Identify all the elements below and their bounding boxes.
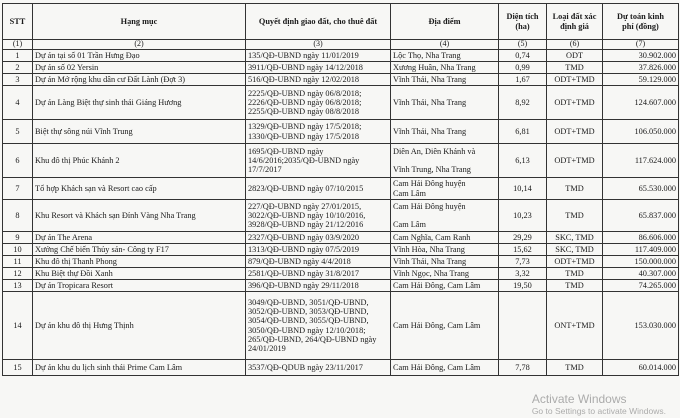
stt-cell: 3 <box>3 74 33 86</box>
location-cell <box>391 200 499 232</box>
item-cell: Dự án số 02 Yersin <box>33 62 246 74</box>
area-cell: 7,73 <box>499 256 547 268</box>
area-cell: 1,67 <box>499 74 547 86</box>
land-type-cell: SKC, TMD <box>547 244 603 256</box>
decision-cell <box>246 360 391 376</box>
decision-cell-line: 1330/QĐ-UBND ngày 17/5/2018 <box>248 131 360 141</box>
location-cell-line: Diên An, Diên Khánh và <box>393 146 476 156</box>
decision-cell-line: 3537/QĐ-QDUB ngày 23/11/2017 <box>248 362 363 372</box>
land-type-cell: TMD <box>547 178 603 200</box>
header-cost <box>603 4 679 40</box>
area-cell: 0,99 <box>499 62 547 74</box>
stt-cell: 13 <box>3 280 33 292</box>
location-cell-line <box>393 156 496 165</box>
header-cost-line1: Dự toán kinh <box>617 12 664 22</box>
table-row <box>3 232 679 244</box>
table-row <box>3 200 679 232</box>
decision-cell <box>246 50 391 62</box>
colnum-4: (4) <box>391 40 499 50</box>
location-cell-line: Cam Lâm <box>393 220 426 230</box>
decision-cell-line: 2226/QĐ-UBND ngày 06/8/2018; <box>248 97 362 107</box>
location-cell-line <box>393 211 496 220</box>
location-cell <box>391 50 499 62</box>
cost-cell: 124.607.000 <box>603 86 679 120</box>
area-cell: 0,74 <box>499 50 547 62</box>
cost-cell: 106.050.000 <box>603 120 679 144</box>
location-cell <box>391 244 499 256</box>
header-area-line2: (ha) <box>515 21 530 31</box>
stt-cell: 11 <box>3 256 33 268</box>
item-cell: Dự án khu du lịch sinh thái Prime Cam Lâm <box>33 360 246 376</box>
location-cell-line: Vĩnh Thái, Nha Trang <box>393 74 467 84</box>
stt-cell: 5 <box>3 120 33 144</box>
decision-cell-line: 1329/QĐ-UBND ngày 17/5/2018; <box>248 122 362 132</box>
decision-cell-line: 3049/QĐ-UBND, 3051/QĐ-UBND, <box>248 297 369 307</box>
decision-cell-line: 227/QĐ-UBND ngày 27/01/2015, <box>248 201 362 211</box>
stt-cell: 2 <box>3 62 33 74</box>
cost-cell: 60.014.000 <box>603 360 679 376</box>
watermark-subtitle: Go to Settings to activate Windows. <box>531 406 666 416</box>
land-type-cell: TMD <box>547 360 603 376</box>
decision-cell <box>246 268 391 280</box>
stt-cell: 12 <box>3 268 33 280</box>
location-cell-line: Vĩnh Ngọc, Nha Trang <box>393 268 470 278</box>
item-cell: Dự án tại số 01 Trần Hưng Đạo <box>33 50 246 62</box>
decision-cell <box>246 144 391 178</box>
location-cell-line: Cam Lâm <box>393 188 426 198</box>
location-cell-line: Lộc Thọ, Nha Trang <box>393 50 461 60</box>
area-cell: 10,14 <box>499 178 547 200</box>
decision-cell-line: 2823/QĐ-UBND ngày 07/10/2015 <box>248 183 364 193</box>
header-item: Hạng mục <box>33 4 246 40</box>
cost-cell: 59.129.000 <box>603 74 679 86</box>
cost-cell: 65.837.000 <box>603 200 679 232</box>
land-type-cell: ODT+TMD <box>547 120 603 144</box>
decision-cell <box>246 86 391 120</box>
location-cell-line: Vĩnh Thái, Nha Trang <box>393 256 467 266</box>
item-cell: Dự án khu đô thị Hưng Thịnh <box>33 292 246 360</box>
land-type-cell: SKC, TMD <box>547 232 603 244</box>
header-land-line1: Loại đất xác <box>552 12 597 22</box>
location-cell-line: Cam Hải Đông huyện <box>393 201 466 211</box>
decision-cell-line: 2327/QĐ-UBND ngày 03/9/2020 <box>248 232 360 242</box>
cost-cell: 153.030.000 <box>603 292 679 360</box>
decision-cell <box>246 62 391 74</box>
decision-cell <box>246 200 391 232</box>
decision-cell-line: 1695/QĐ-UBND ngày <box>248 146 324 156</box>
item-cell: Khu Biệt thự Đồi Xanh <box>33 268 246 280</box>
stt-cell: 15 <box>3 360 33 376</box>
table-row <box>3 144 679 178</box>
stt-cell: 6 <box>3 144 33 178</box>
location-cell <box>391 256 499 268</box>
decision-cell-line: 3050/QĐ-UBND ngày 12/10/2018; <box>248 325 366 335</box>
location-cell <box>391 144 499 178</box>
item-cell: Dự án Mở rộng khu dân cư Đất Lành (Đợt 3) <box>33 74 246 86</box>
decision-cell-line: 17/7/2017 <box>248 165 282 175</box>
table-row <box>3 244 679 256</box>
location-cell <box>391 178 499 200</box>
decision-cell-line: 396/QĐ-UBND ngày 29/11/2018 <box>248 280 359 290</box>
stt-cell: 10 <box>3 244 33 256</box>
land-type-cell: ODT+TMD <box>547 74 603 86</box>
item-cell: Dự án The Arena <box>33 232 246 244</box>
cost-cell: 74.265.000 <box>603 280 679 292</box>
header-area-line1: Diện tích <box>506 12 539 22</box>
item-cell: Biệt thự sông núi Vĩnh Trung <box>33 120 246 144</box>
table-row <box>3 280 679 292</box>
location-cell-line: Cam Hải Đông huyện <box>393 179 466 189</box>
land-type-cell: ODT+TMD <box>547 256 603 268</box>
stt-cell: 14 <box>3 292 33 360</box>
cost-cell: 65.530.000 <box>603 178 679 200</box>
area-cell: 6,13 <box>499 144 547 178</box>
table-row <box>3 74 679 86</box>
land-type-cell: ODT <box>547 50 603 62</box>
location-cell-line: Vĩnh Thái, Nha Trang <box>393 97 467 107</box>
table-row <box>3 120 679 144</box>
table-row <box>3 86 679 120</box>
area-cell: 6,81 <box>499 120 547 144</box>
table-row <box>3 292 679 360</box>
location-cell-line: Vĩnh Hòa, Nha Trang <box>393 244 465 254</box>
item-cell: Khu đô thị Phúc Khánh 2 <box>33 144 246 178</box>
land-type-cell: TMD <box>547 200 603 232</box>
table-row <box>3 268 679 280</box>
stt-cell: 1 <box>3 50 33 62</box>
stt-cell: 4 <box>3 86 33 120</box>
decision-cell-line: 3022/QĐ-UBND ngày 10/10/2016, <box>248 210 366 220</box>
decision-cell <box>246 178 391 200</box>
item-cell: Tổ hợp Khách sạn và Resort cao cấp <box>33 178 246 200</box>
table-row <box>3 178 679 200</box>
colnum-2: (2) <box>33 40 246 50</box>
colnum-7: (7) <box>603 40 679 50</box>
header-area <box>499 4 547 40</box>
area-cell: 10,23 <box>499 200 547 232</box>
cost-cell: 40.307.000 <box>603 268 679 280</box>
decision-cell <box>246 256 391 268</box>
item-cell: Khu Resort và Khách sạn Đỉnh Vàng Nha Trang <box>33 200 246 232</box>
header-land-type <box>547 4 603 40</box>
location-cell-line: Vĩnh Thái, Nha Trang <box>393 126 467 136</box>
header-land-line2: định giá <box>560 21 589 31</box>
decision-cell-line: 2225/QĐ-UBND ngày 06/8/2018; <box>248 88 362 98</box>
location-cell <box>391 120 499 144</box>
header-decision: Quyết định giao đất, cho thuê đất <box>246 4 391 40</box>
location-cell-line: Xương Huân, Nha Trang <box>393 62 476 72</box>
location-cell-line: Cam Hải Đông, Cam Lâm <box>393 280 481 290</box>
stt-cell: 9 <box>3 232 33 244</box>
decision-cell <box>246 280 391 292</box>
land-type-cell: TMD <box>547 280 603 292</box>
decision-cell-line: 3911/QĐ-UBND ngày 14/12/2018 <box>248 62 363 72</box>
item-cell: Khu đô thị Thanh Phong <box>33 256 246 268</box>
colnum-1: (1) <box>3 40 33 50</box>
area-cell: 8,92 <box>499 86 547 120</box>
cost-cell: 117.624.000 <box>603 144 679 178</box>
decision-cell-line: 135/QĐ-UBND ngày 11/01/2019 <box>248 50 359 60</box>
location-cell <box>391 280 499 292</box>
decision-cell <box>246 244 391 256</box>
watermark-title: Activate Windows <box>531 392 627 406</box>
location-cell <box>391 86 499 120</box>
header-stt: STT <box>3 4 33 40</box>
area-cell: 29,29 <box>499 232 547 244</box>
decision-cell-line: 14/6/2016;2035/QĐ-UBND ngày <box>248 155 360 165</box>
cost-cell: 86.606.000 <box>603 232 679 244</box>
activate-windows-watermark <box>532 392 666 416</box>
cost-cell: 150.000.000 <box>603 256 679 268</box>
land-type-cell: ODT+TMD <box>547 144 603 178</box>
decision-cell-line: 3928/QĐ-UBND ngày 21/12/2016 <box>248 220 364 230</box>
item-cell: Dự án Tropicara Resort <box>33 280 246 292</box>
location-cell-line: Cam Hải Đông, Cam Lâm <box>393 320 481 330</box>
table-row <box>3 256 679 268</box>
decision-cell-line: 879/QĐ-UBND ngày 4/4/2018 <box>248 256 351 266</box>
stt-cell: 7 <box>3 178 33 200</box>
header-location: Địa điểm <box>391 4 499 40</box>
location-cell <box>391 232 499 244</box>
colnum-6: (6) <box>547 40 603 50</box>
decision-cell-line: 3054/QĐ-UBND, 3055/QĐ-UBND, <box>248 316 369 326</box>
decision-cell-line: 265/QĐ-UBND, 264/QĐ-UBND ngày <box>248 334 377 344</box>
land-type-cell: ONT+TMD <box>547 292 603 360</box>
land-type-cell: TMD <box>547 62 603 74</box>
location-cell-line: Vĩnh Trung, Nha Trang <box>393 165 471 175</box>
cost-cell: 117.409.000 <box>603 244 679 256</box>
decision-cell <box>246 232 391 244</box>
location-cell <box>391 360 499 376</box>
location-cell <box>391 74 499 86</box>
column-number-row <box>3 40 679 50</box>
table-row <box>3 50 679 62</box>
location-cell <box>391 292 499 360</box>
area-cell <box>499 292 547 360</box>
table-row <box>3 62 679 74</box>
area-cell: 7,78 <box>499 360 547 376</box>
decision-cell <box>246 74 391 86</box>
location-cell <box>391 268 499 280</box>
cost-cell: 30.902.000 <box>603 50 679 62</box>
area-cell: 15,62 <box>499 244 547 256</box>
colnum-3: (3) <box>246 40 391 50</box>
location-cell-line: Cam Nghĩa, Cam Ranh <box>393 232 471 242</box>
table-row <box>3 360 679 376</box>
cost-cell: 37.826.000 <box>603 62 679 74</box>
decision-cell-line: 2255/QĐ-UBND ngày 08/8/2018 <box>248 107 360 117</box>
location-cell-line: Cam Hải Đông, Cam Lâm <box>393 362 481 372</box>
stt-cell: 8 <box>3 200 33 232</box>
header-cost-line2: phí (đồng) <box>622 21 659 31</box>
colnum-5: (5) <box>499 40 547 50</box>
decision-cell <box>246 292 391 360</box>
decision-cell <box>246 120 391 144</box>
land-projects-table <box>2 3 679 376</box>
area-cell: 19,50 <box>499 280 547 292</box>
item-cell: Xưởng Chế biến Thủy sản- Công ty F17 <box>33 244 246 256</box>
land-type-cell: TMD <box>547 268 603 280</box>
decision-cell-line: 2581/QĐ-UBND ngày 31/8/2017 <box>248 268 360 278</box>
land-type-cell: ODT+TMD <box>547 86 603 120</box>
area-cell: 3,32 <box>499 268 547 280</box>
header-row <box>3 4 679 40</box>
decision-cell-line: 1313/QĐ-UBND ngày 07/5/2019 <box>248 244 360 254</box>
decision-cell-line: 3052/QĐ-UBND, 3053/QĐ-UBND, <box>248 306 369 316</box>
location-cell <box>391 62 499 74</box>
decision-cell-line: 24/01/2019 <box>248 344 286 354</box>
decision-cell-line: 516/QĐ-UBND ngày 12/02/2018 <box>248 74 360 84</box>
item-cell: Dự án Làng Biệt thự sinh thái Giáng Hương <box>33 86 246 120</box>
